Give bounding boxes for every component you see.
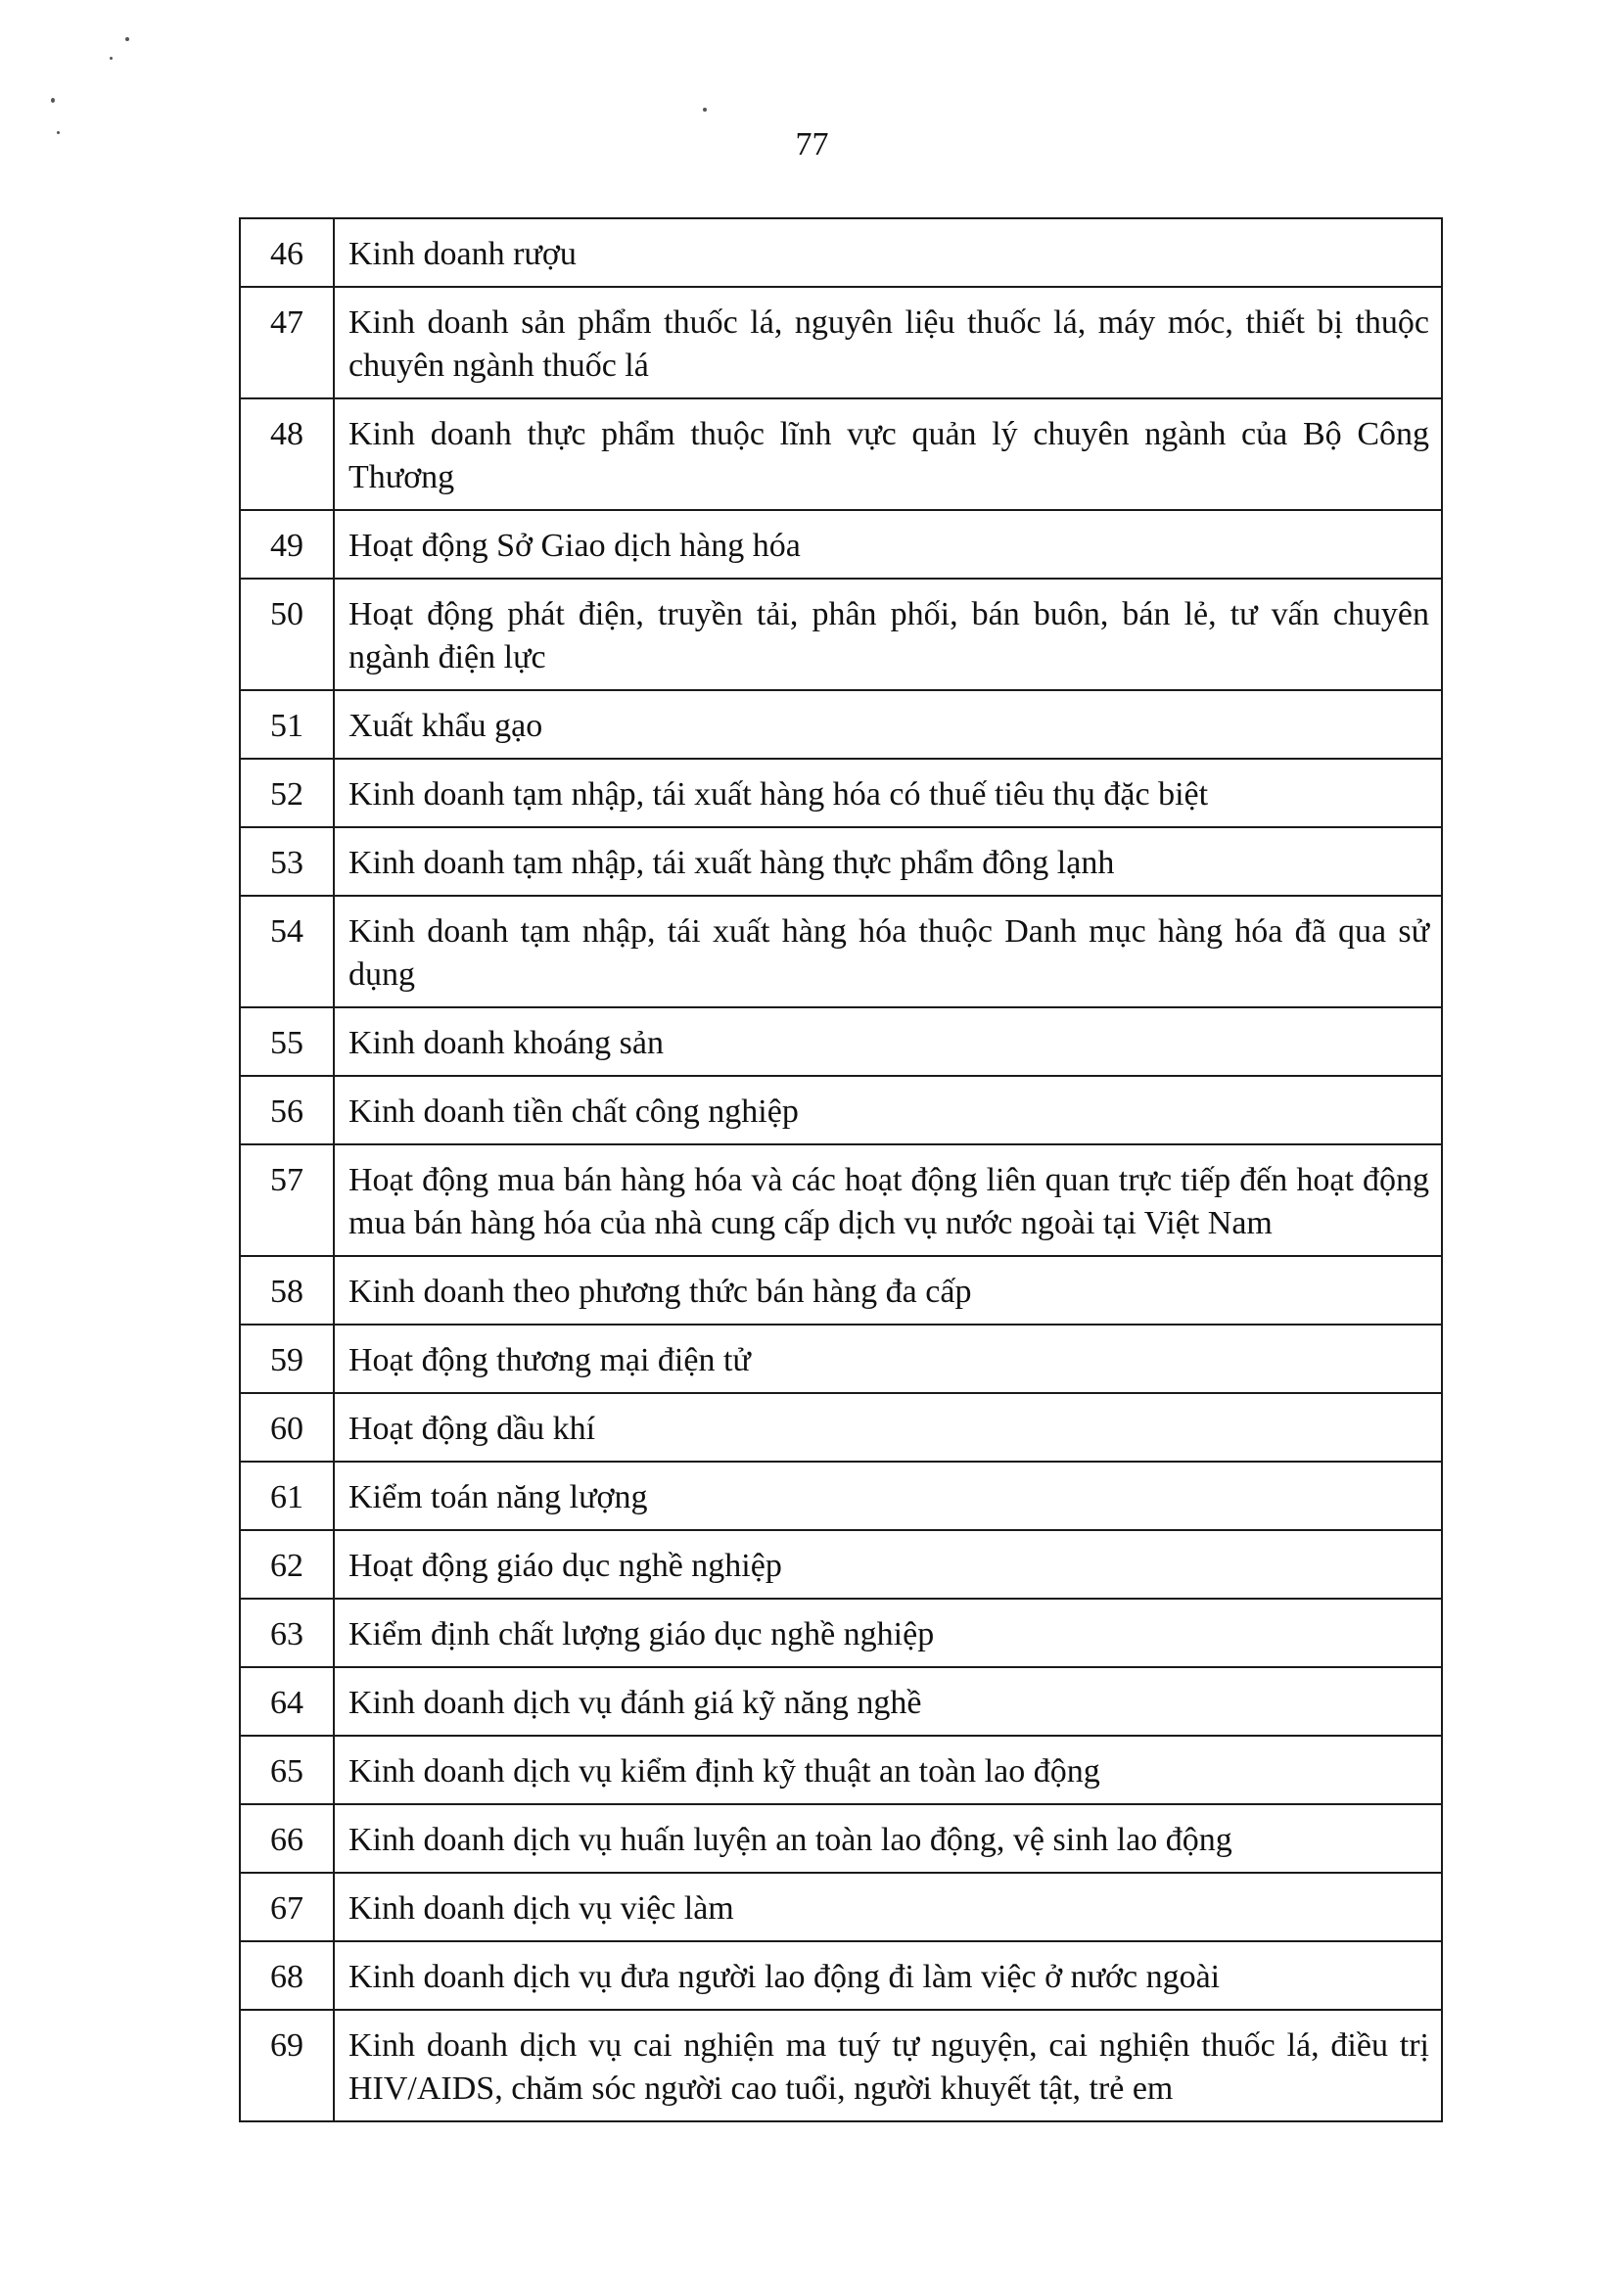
table-row [240, 896, 1442, 1007]
row-description: Kiểm toán năng lượng [334, 1462, 1442, 1530]
table-row [240, 579, 1442, 690]
row-description: Kinh doanh tạm nhập, tái xuất hàng hóa thuộc Danh mục hàng hóa đã qua sử dụng [334, 896, 1442, 1007]
row-description: Kinh doanh tạm nhập, tái xuất hàng thực phẩm đông lạnh [334, 827, 1442, 896]
row-number: 58 [240, 1256, 334, 1325]
row-number: 51 [240, 690, 334, 759]
row-number: 52 [240, 759, 334, 827]
table-row [240, 827, 1442, 896]
row-description: Kinh doanh tạm nhập, tái xuất hàng hóa có thuế tiêu thụ đặc biệt [334, 759, 1442, 827]
table-row [240, 1941, 1442, 2010]
row-number: 66 [240, 1804, 334, 1873]
table-row [240, 1007, 1442, 1076]
row-number: 54 [240, 896, 334, 1007]
scan-speck [125, 37, 129, 41]
table-row [240, 1804, 1442, 1873]
table-row [240, 1325, 1442, 1393]
business-lines-table [239, 217, 1443, 2122]
row-number: 57 [240, 1144, 334, 1256]
row-description: Hoạt động giáo dục nghề nghiệp [334, 1530, 1442, 1599]
row-description: Kinh doanh khoáng sản [334, 1007, 1442, 1076]
table-row [240, 1144, 1442, 1256]
row-description: Kinh doanh sản phẩm thuốc lá, nguyên liệu thuốc lá, máy móc, thiết bị thuộc chuyên ngành thuốc lá [334, 287, 1442, 398]
row-number: 68 [240, 1941, 334, 2010]
row-description: Hoạt động phát điện, truyền tải, phân phối, bán buôn, bán lẻ, tư vấn chuyên ngành điện lực [334, 579, 1442, 690]
row-description: Hoạt động dầu khí [334, 1393, 1442, 1462]
table-row [240, 1667, 1442, 1736]
row-number: 56 [240, 1076, 334, 1144]
table-row [240, 1530, 1442, 1599]
row-number: 65 [240, 1736, 334, 1804]
table-row [240, 759, 1442, 827]
table-row [240, 1736, 1442, 1804]
row-number: 50 [240, 579, 334, 690]
row-description: Hoạt động thương mại điện tử [334, 1325, 1442, 1393]
row-number: 62 [240, 1530, 334, 1599]
row-description: Xuất khẩu gạo [334, 690, 1442, 759]
row-number: 46 [240, 218, 334, 287]
row-number: 67 [240, 1873, 334, 1941]
row-description: Kinh doanh rượu [334, 218, 1442, 287]
table-row [240, 2010, 1442, 2121]
row-description: Kinh doanh theo phương thức bán hàng đa cấp [334, 1256, 1442, 1325]
table-row [240, 398, 1442, 510]
row-description: Kinh doanh dịch vụ đưa người lao động đi làm việc ở nước ngoài [334, 1941, 1442, 2010]
row-number: 55 [240, 1007, 334, 1076]
table-row [240, 1873, 1442, 1941]
table-row [240, 1076, 1442, 1144]
row-description: Kiểm định chất lượng giáo dục nghề nghiệp [334, 1599, 1442, 1667]
row-description: Kinh doanh dịch vụ việc làm [334, 1873, 1442, 1941]
table-row [240, 510, 1442, 579]
page-number: 77 [795, 126, 829, 163]
row-number: 47 [240, 287, 334, 398]
row-number: 48 [240, 398, 334, 510]
row-description: Hoạt động Sở Giao dịch hàng hóa [334, 510, 1442, 579]
scan-speck [110, 57, 113, 60]
row-number: 53 [240, 827, 334, 896]
table-body [240, 218, 1442, 2121]
row-description: Kinh doanh dịch vụ kiểm định kỹ thuật an toàn lao động [334, 1736, 1442, 1804]
scan-speck [703, 108, 707, 112]
table-row [240, 1462, 1442, 1530]
row-number: 49 [240, 510, 334, 579]
row-description: Kinh doanh tiền chất công nghiệp [334, 1076, 1442, 1144]
row-number: 64 [240, 1667, 334, 1736]
table-row [240, 690, 1442, 759]
scan-speck [51, 98, 55, 103]
row-description: Kinh doanh dịch vụ cai nghiện ma tuý tự nguyện, cai nghiện thuốc lá, điều trị HIV/AIDS, chăm sóc người cao tuổi, người khuyết tật, trẻ em [334, 2010, 1442, 2121]
table-row [240, 218, 1442, 287]
row-number: 63 [240, 1599, 334, 1667]
table-row [240, 287, 1442, 398]
table-row [240, 1256, 1442, 1325]
row-number: 61 [240, 1462, 334, 1530]
row-description: Kinh doanh dịch vụ huấn luyện an toàn lao động, vệ sinh lao động [334, 1804, 1442, 1873]
row-description: Hoạt động mua bán hàng hóa và các hoạt động liên quan trực tiếp đến hoạt động mua bán hàng hóa của nhà cung cấp dịch vụ nước ngoài tại Việt Nam [334, 1144, 1442, 1256]
row-description: Kinh doanh thực phẩm thuộc lĩnh vực quản lý chuyên ngành của Bộ Công Thương [334, 398, 1442, 510]
table-row [240, 1393, 1442, 1462]
row-number: 59 [240, 1325, 334, 1393]
table-row [240, 1599, 1442, 1667]
row-number: 60 [240, 1393, 334, 1462]
row-number: 69 [240, 2010, 334, 2121]
row-description: Kinh doanh dịch vụ đánh giá kỹ năng nghề [334, 1667, 1442, 1736]
